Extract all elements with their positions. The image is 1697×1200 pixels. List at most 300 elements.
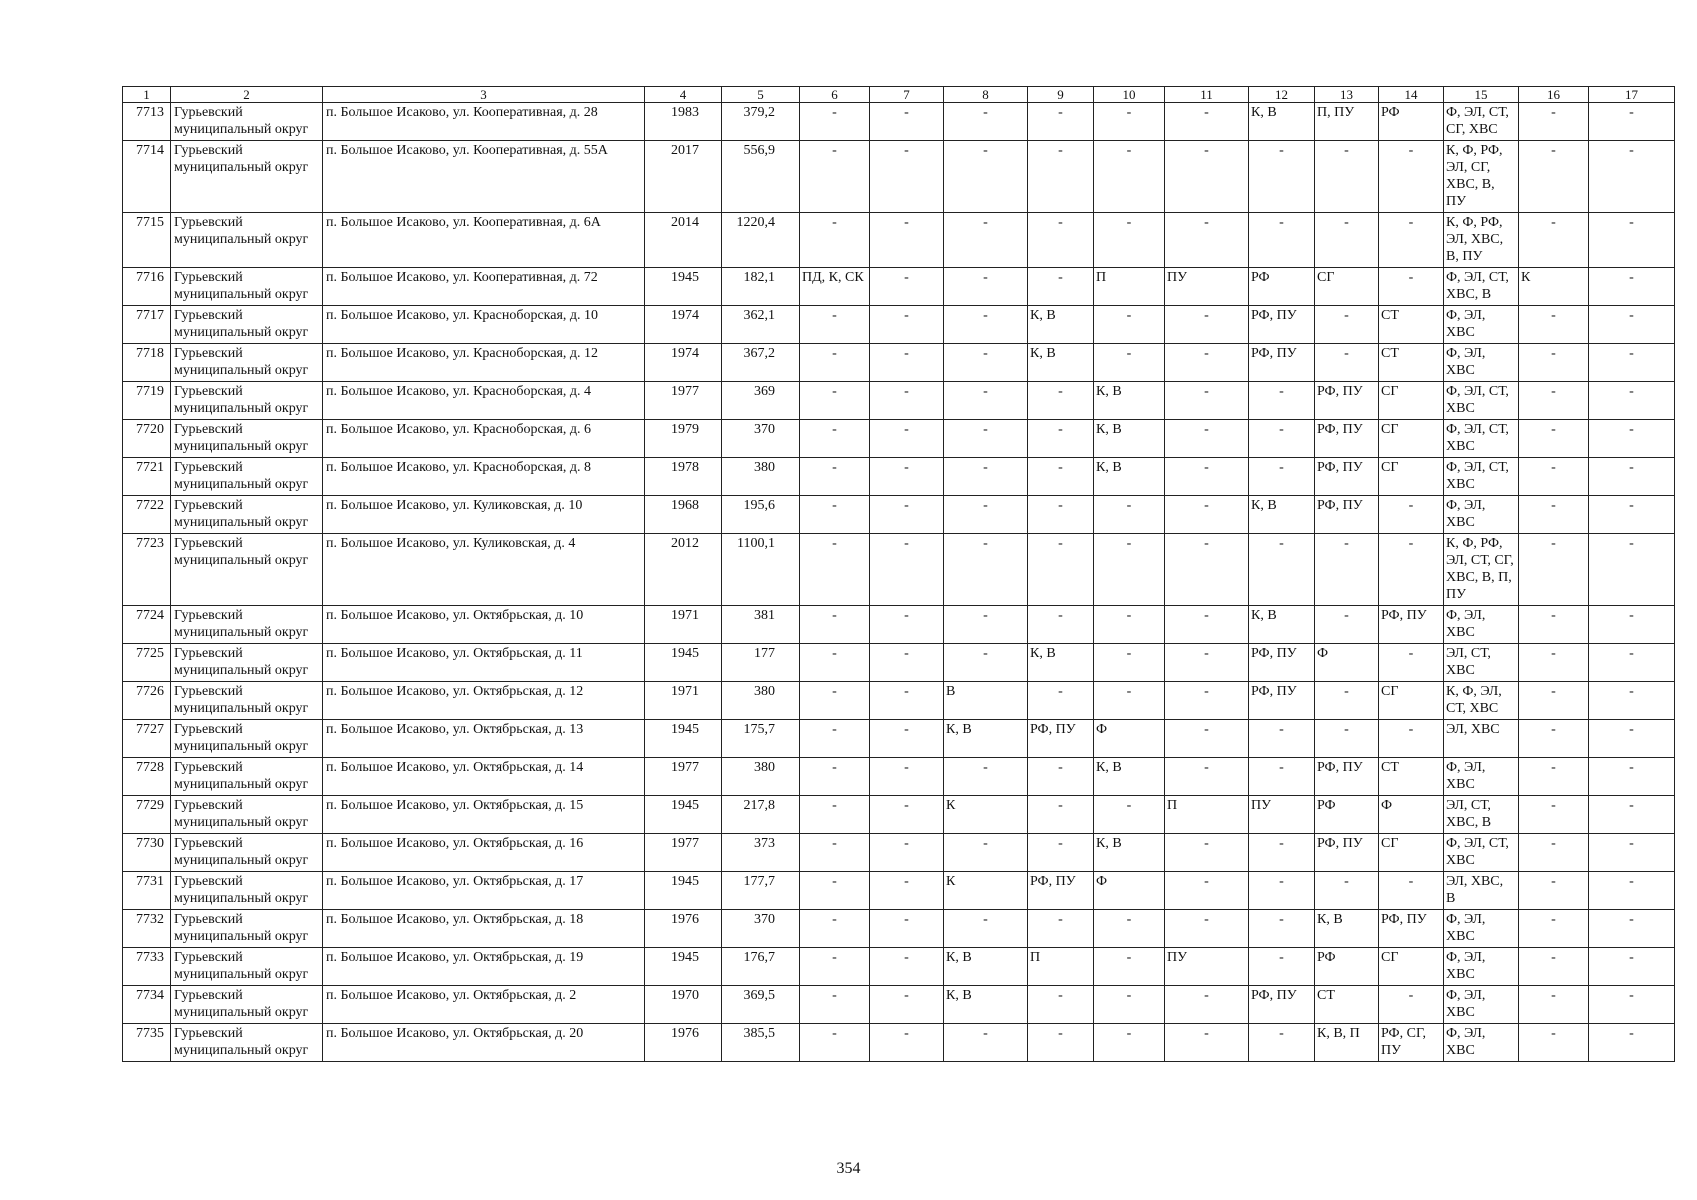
cell-col-16: - bbox=[1519, 910, 1589, 948]
cell-col-3: п. Большое Исаково, ул. Кооперативная, д. 72 bbox=[323, 268, 645, 306]
cell-col-8: - bbox=[944, 141, 1028, 213]
cell-col-5: 373 bbox=[722, 834, 800, 872]
cell-col-9: РФ, ПУ bbox=[1028, 872, 1094, 910]
table-row bbox=[123, 268, 1675, 306]
cell-col-11: - bbox=[1165, 382, 1249, 420]
cell-col-2: Гурьевский муниципальный округ bbox=[171, 103, 323, 141]
cell-col-6: - bbox=[800, 682, 870, 720]
cell-col-17: - bbox=[1589, 948, 1675, 986]
cell-col-4: 1977 bbox=[645, 382, 722, 420]
cell-col-12: - bbox=[1249, 458, 1315, 496]
cell-col-17: - bbox=[1589, 268, 1675, 306]
cell-col-4: 1945 bbox=[645, 872, 722, 910]
cell-col-3: п. Большое Исаково, ул. Октябрьская, д. 15 bbox=[323, 796, 645, 834]
cell-col-11: - bbox=[1165, 720, 1249, 758]
table-header bbox=[123, 87, 1675, 103]
cell-col-11: - bbox=[1165, 834, 1249, 872]
cell-col-4: 1970 bbox=[645, 986, 722, 1024]
cell-col-3: п. Большое Исаково, ул. Октябрьская, д. 14 bbox=[323, 758, 645, 796]
cell-col-14: РФ, СГ, ПУ bbox=[1379, 1024, 1444, 1062]
cell-col-10: П bbox=[1094, 268, 1165, 306]
cell-col-15: К, Ф, РФ, ЭЛ, ХВС, В, ПУ bbox=[1444, 213, 1519, 268]
cell-col-3: п. Большое Исаково, ул. Кооперативная, д. 6А bbox=[323, 213, 645, 268]
cell-col-10: - bbox=[1094, 606, 1165, 644]
cell-col-14: Ф bbox=[1379, 796, 1444, 834]
cell-col-12: - bbox=[1249, 834, 1315, 872]
cell-col-16: К bbox=[1519, 268, 1589, 306]
cell-col-5: 177 bbox=[722, 644, 800, 682]
cell-col-5: 177,7 bbox=[722, 872, 800, 910]
cell-col-7: - bbox=[870, 720, 944, 758]
cell-col-10: - bbox=[1094, 306, 1165, 344]
cell-col-12: К, В bbox=[1249, 496, 1315, 534]
cell-col-14: СГ bbox=[1379, 382, 1444, 420]
cell-col-9: - bbox=[1028, 796, 1094, 834]
cell-col-7: - bbox=[870, 682, 944, 720]
cell-col-8: - bbox=[944, 306, 1028, 344]
cell-col-2: Гурьевский муниципальный округ bbox=[171, 213, 323, 268]
cell-col-14: СТ bbox=[1379, 306, 1444, 344]
cell-col-10: - bbox=[1094, 644, 1165, 682]
cell-col-12: РФ, ПУ bbox=[1249, 682, 1315, 720]
cell-col-15: К, Ф, ЭЛ, СТ, ХВС bbox=[1444, 682, 1519, 720]
cell-col-16: - bbox=[1519, 682, 1589, 720]
cell-col-15: Ф, ЭЛ, СТ, ХВС, В bbox=[1444, 268, 1519, 306]
cell-col-10: - bbox=[1094, 213, 1165, 268]
cell-col-13: П, ПУ bbox=[1315, 103, 1379, 141]
cell-col-13: - bbox=[1315, 344, 1379, 382]
cell-col-4: 1945 bbox=[645, 644, 722, 682]
cell-col-6: - bbox=[800, 420, 870, 458]
cell-col-4: 1979 bbox=[645, 420, 722, 458]
cell-col-12: РФ, ПУ bbox=[1249, 344, 1315, 382]
cell-col-8: - bbox=[944, 534, 1028, 606]
cell-col-10: К, В bbox=[1094, 834, 1165, 872]
cell-col-12: К, В bbox=[1249, 103, 1315, 141]
cell-col-15: Ф, ЭЛ, СТ, ХВС bbox=[1444, 458, 1519, 496]
column-header-4: 4 bbox=[645, 87, 722, 103]
cell-col-2: Гурьевский муниципальный округ bbox=[171, 268, 323, 306]
cell-col-1: 7726 bbox=[123, 682, 171, 720]
cell-col-14: - bbox=[1379, 872, 1444, 910]
cell-col-10: - bbox=[1094, 103, 1165, 141]
cell-col-14: РФ bbox=[1379, 103, 1444, 141]
cell-col-13: СГ bbox=[1315, 268, 1379, 306]
cell-col-15: Ф, ЭЛ, ХВС bbox=[1444, 496, 1519, 534]
cell-col-16: - bbox=[1519, 796, 1589, 834]
cell-col-5: 370 bbox=[722, 420, 800, 458]
cell-col-2: Гурьевский муниципальный округ bbox=[171, 420, 323, 458]
cell-col-11: - bbox=[1165, 872, 1249, 910]
cell-col-4: 2014 bbox=[645, 213, 722, 268]
column-header-15: 15 bbox=[1444, 87, 1519, 103]
cell-col-2: Гурьевский муниципальный округ bbox=[171, 910, 323, 948]
cell-col-12: - bbox=[1249, 1024, 1315, 1062]
cell-col-13: РФ, ПУ bbox=[1315, 496, 1379, 534]
cell-col-12: РФ, ПУ bbox=[1249, 306, 1315, 344]
cell-col-11: - bbox=[1165, 103, 1249, 141]
cell-col-16: - bbox=[1519, 1024, 1589, 1062]
cell-col-4: 1971 bbox=[645, 682, 722, 720]
cell-col-6: ПД, К, СК bbox=[800, 268, 870, 306]
cell-col-2: Гурьевский муниципальный округ bbox=[171, 141, 323, 213]
cell-col-4: 1971 bbox=[645, 606, 722, 644]
cell-col-15: Ф, ЭЛ, СТ, ХВС bbox=[1444, 382, 1519, 420]
cell-col-2: Гурьевский муниципальный округ bbox=[171, 344, 323, 382]
cell-col-5: 369 bbox=[722, 382, 800, 420]
cell-col-5: 367,2 bbox=[722, 344, 800, 382]
cell-col-17: - bbox=[1589, 606, 1675, 644]
cell-col-5: 379,2 bbox=[722, 103, 800, 141]
cell-col-5: 556,9 bbox=[722, 141, 800, 213]
cell-col-7: - bbox=[870, 103, 944, 141]
cell-col-5: 369,5 bbox=[722, 986, 800, 1024]
cell-col-9: - bbox=[1028, 141, 1094, 213]
column-header-13: 13 bbox=[1315, 87, 1379, 103]
cell-col-15: Ф, ЭЛ, СТ, СГ, ХВС bbox=[1444, 103, 1519, 141]
cell-col-12: РФ bbox=[1249, 268, 1315, 306]
cell-col-1: 7734 bbox=[123, 986, 171, 1024]
cell-col-1: 7729 bbox=[123, 796, 171, 834]
cell-col-13: - bbox=[1315, 306, 1379, 344]
cell-col-11: - bbox=[1165, 758, 1249, 796]
cell-col-10: - bbox=[1094, 986, 1165, 1024]
cell-col-13: РФ, ПУ bbox=[1315, 758, 1379, 796]
cell-col-17: - bbox=[1589, 872, 1675, 910]
cell-col-9: - bbox=[1028, 382, 1094, 420]
cell-col-13: Ф bbox=[1315, 644, 1379, 682]
cell-col-2: Гурьевский муниципальный округ bbox=[171, 872, 323, 910]
cell-col-1: 7718 bbox=[123, 344, 171, 382]
registry-table bbox=[122, 86, 1675, 1062]
cell-col-1: 7714 bbox=[123, 141, 171, 213]
cell-col-8: - bbox=[944, 644, 1028, 682]
cell-col-11: - bbox=[1165, 910, 1249, 948]
cell-col-5: 176,7 bbox=[722, 948, 800, 986]
table-row bbox=[123, 382, 1675, 420]
cell-col-2: Гурьевский муниципальный округ bbox=[171, 720, 323, 758]
cell-col-14: СГ bbox=[1379, 682, 1444, 720]
cell-col-11: - bbox=[1165, 606, 1249, 644]
cell-col-9: РФ, ПУ bbox=[1028, 720, 1094, 758]
cell-col-3: п. Большое Исаково, ул. Октябрьская, д. 2 bbox=[323, 986, 645, 1024]
cell-col-10: - bbox=[1094, 796, 1165, 834]
cell-col-3: п. Большое Исаково, ул. Октябрьская, д. 17 bbox=[323, 872, 645, 910]
table-row bbox=[123, 758, 1675, 796]
cell-col-4: 1945 bbox=[645, 720, 722, 758]
table-row bbox=[123, 344, 1675, 382]
cell-col-15: Ф, ЭЛ, СТ, ХВС bbox=[1444, 420, 1519, 458]
cell-col-3: п. Большое Исаково, ул. Красноборская, д. 8 bbox=[323, 458, 645, 496]
cell-col-17: - bbox=[1589, 682, 1675, 720]
cell-col-11: - bbox=[1165, 420, 1249, 458]
cell-col-12: - bbox=[1249, 420, 1315, 458]
cell-col-9: - bbox=[1028, 834, 1094, 872]
cell-col-16: - bbox=[1519, 141, 1589, 213]
cell-col-14: СГ bbox=[1379, 420, 1444, 458]
table-row bbox=[123, 796, 1675, 834]
cell-col-16: - bbox=[1519, 758, 1589, 796]
cell-col-7: - bbox=[870, 796, 944, 834]
cell-col-8: - bbox=[944, 606, 1028, 644]
cell-col-8: В bbox=[944, 682, 1028, 720]
cell-col-9: - bbox=[1028, 606, 1094, 644]
cell-col-14: - bbox=[1379, 534, 1444, 606]
cell-col-15: Ф, ЭЛ, СТ, ХВС bbox=[1444, 834, 1519, 872]
cell-col-13: - bbox=[1315, 141, 1379, 213]
cell-col-8: К bbox=[944, 796, 1028, 834]
cell-col-16: - bbox=[1519, 872, 1589, 910]
cell-col-13: - bbox=[1315, 534, 1379, 606]
cell-col-2: Гурьевский муниципальный округ bbox=[171, 682, 323, 720]
cell-col-5: 381 bbox=[722, 606, 800, 644]
cell-col-2: Гурьевский муниципальный округ bbox=[171, 758, 323, 796]
cell-col-4: 1983 bbox=[645, 103, 722, 141]
cell-col-14: РФ, ПУ bbox=[1379, 606, 1444, 644]
cell-col-8: - bbox=[944, 382, 1028, 420]
table-row bbox=[123, 606, 1675, 644]
cell-col-9: - bbox=[1028, 103, 1094, 141]
column-header-16: 16 bbox=[1519, 87, 1589, 103]
cell-col-7: - bbox=[870, 141, 944, 213]
cell-col-9: - bbox=[1028, 458, 1094, 496]
column-header-5: 5 bbox=[722, 87, 800, 103]
cell-col-10: Ф bbox=[1094, 720, 1165, 758]
cell-col-15: Ф, ЭЛ, ХВС bbox=[1444, 758, 1519, 796]
cell-col-10: К, В bbox=[1094, 458, 1165, 496]
cell-col-3: п. Большое Исаково, ул. Куликовская, д. 4 bbox=[323, 534, 645, 606]
cell-col-13: - bbox=[1315, 213, 1379, 268]
cell-col-9: - bbox=[1028, 268, 1094, 306]
cell-col-9: - bbox=[1028, 758, 1094, 796]
cell-col-4: 2017 bbox=[645, 141, 722, 213]
cell-col-6: - bbox=[800, 458, 870, 496]
cell-col-14: - bbox=[1379, 213, 1444, 268]
cell-col-4: 1968 bbox=[645, 496, 722, 534]
cell-col-9: К, В bbox=[1028, 344, 1094, 382]
cell-col-11: - bbox=[1165, 534, 1249, 606]
cell-col-10: - bbox=[1094, 1024, 1165, 1062]
cell-col-8: - bbox=[944, 420, 1028, 458]
cell-col-1: 7723 bbox=[123, 534, 171, 606]
cell-col-11: - bbox=[1165, 213, 1249, 268]
table-row bbox=[123, 306, 1675, 344]
cell-col-4: 1945 bbox=[645, 796, 722, 834]
cell-col-6: - bbox=[800, 606, 870, 644]
cell-col-12: - bbox=[1249, 910, 1315, 948]
cell-col-15: Ф, ЭЛ, ХВС bbox=[1444, 1024, 1519, 1062]
cell-col-8: К, В bbox=[944, 720, 1028, 758]
cell-col-17: - bbox=[1589, 458, 1675, 496]
cell-col-16: - bbox=[1519, 420, 1589, 458]
cell-col-17: - bbox=[1589, 213, 1675, 268]
cell-col-9: - bbox=[1028, 986, 1094, 1024]
cell-col-6: - bbox=[800, 872, 870, 910]
cell-col-3: п. Большое Исаково, ул. Октябрьская, д. 12 bbox=[323, 682, 645, 720]
cell-col-13: - bbox=[1315, 682, 1379, 720]
cell-col-17: - bbox=[1589, 796, 1675, 834]
table-row bbox=[123, 644, 1675, 682]
cell-col-7: - bbox=[870, 213, 944, 268]
cell-col-12: ПУ bbox=[1249, 796, 1315, 834]
cell-col-10: - bbox=[1094, 682, 1165, 720]
cell-col-15: ЭЛ, СТ, ХВС bbox=[1444, 644, 1519, 682]
table-row bbox=[123, 496, 1675, 534]
cell-col-4: 1978 bbox=[645, 458, 722, 496]
cell-col-13: РФ, ПУ bbox=[1315, 420, 1379, 458]
table-row bbox=[123, 141, 1675, 213]
cell-col-16: - bbox=[1519, 834, 1589, 872]
cell-col-8: - bbox=[944, 758, 1028, 796]
cell-col-7: - bbox=[870, 834, 944, 872]
cell-col-12: - bbox=[1249, 720, 1315, 758]
cell-col-15: Ф, ЭЛ, ХВС bbox=[1444, 948, 1519, 986]
cell-col-9: П bbox=[1028, 948, 1094, 986]
cell-col-16: - bbox=[1519, 306, 1589, 344]
cell-col-1: 7728 bbox=[123, 758, 171, 796]
cell-col-14: СГ bbox=[1379, 948, 1444, 986]
cell-col-13: РФ, ПУ bbox=[1315, 834, 1379, 872]
cell-col-3: п. Большое Исаково, ул. Куликовская, д. 10 bbox=[323, 496, 645, 534]
cell-col-6: - bbox=[800, 910, 870, 948]
cell-col-7: - bbox=[870, 458, 944, 496]
cell-col-8: - bbox=[944, 344, 1028, 382]
cell-col-17: - bbox=[1589, 420, 1675, 458]
cell-col-11: - bbox=[1165, 306, 1249, 344]
cell-col-16: - bbox=[1519, 534, 1589, 606]
cell-col-15: Ф, ЭЛ, ХВС bbox=[1444, 344, 1519, 382]
cell-col-11: - bbox=[1165, 644, 1249, 682]
cell-col-17: - bbox=[1589, 758, 1675, 796]
cell-col-7: - bbox=[870, 496, 944, 534]
cell-col-5: 217,8 bbox=[722, 796, 800, 834]
cell-col-8: - bbox=[944, 268, 1028, 306]
cell-col-5: 182,1 bbox=[722, 268, 800, 306]
table-row bbox=[123, 834, 1675, 872]
cell-col-1: 7735 bbox=[123, 1024, 171, 1062]
table-row bbox=[123, 910, 1675, 948]
cell-col-7: - bbox=[870, 344, 944, 382]
cell-col-7: - bbox=[870, 948, 944, 986]
cell-col-15: Ф, ЭЛ, ХВС bbox=[1444, 986, 1519, 1024]
column-header-1: 1 bbox=[123, 87, 171, 103]
cell-col-2: Гурьевский муниципальный округ bbox=[171, 458, 323, 496]
cell-col-16: - bbox=[1519, 948, 1589, 986]
table-row bbox=[123, 720, 1675, 758]
cell-col-12: - bbox=[1249, 534, 1315, 606]
cell-col-10: К, В bbox=[1094, 382, 1165, 420]
cell-col-1: 7727 bbox=[123, 720, 171, 758]
table-row bbox=[123, 872, 1675, 910]
cell-col-11: - bbox=[1165, 458, 1249, 496]
cell-col-9: - bbox=[1028, 534, 1094, 606]
cell-col-1: 7732 bbox=[123, 910, 171, 948]
cell-col-17: - bbox=[1589, 834, 1675, 872]
cell-col-8: - bbox=[944, 834, 1028, 872]
cell-col-10: - bbox=[1094, 141, 1165, 213]
table-row bbox=[123, 1024, 1675, 1062]
cell-col-7: - bbox=[870, 534, 944, 606]
cell-col-3: п. Большое Исаково, ул. Красноборская, д. 10 bbox=[323, 306, 645, 344]
cell-col-16: - bbox=[1519, 103, 1589, 141]
cell-col-7: - bbox=[870, 872, 944, 910]
cell-col-14: - bbox=[1379, 986, 1444, 1024]
cell-col-2: Гурьевский муниципальный округ bbox=[171, 382, 323, 420]
cell-col-10: - bbox=[1094, 948, 1165, 986]
column-header-7: 7 bbox=[870, 87, 944, 103]
cell-col-12: РФ, ПУ bbox=[1249, 986, 1315, 1024]
cell-col-3: п. Большое Исаково, ул. Октябрьская, д. 19 bbox=[323, 948, 645, 986]
cell-col-11: - bbox=[1165, 141, 1249, 213]
cell-col-11: - bbox=[1165, 986, 1249, 1024]
cell-col-9: К, В bbox=[1028, 306, 1094, 344]
cell-col-6: - bbox=[800, 796, 870, 834]
cell-col-1: 7719 bbox=[123, 382, 171, 420]
cell-col-15: ЭЛ, СТ, ХВС, В bbox=[1444, 796, 1519, 834]
cell-col-7: - bbox=[870, 910, 944, 948]
column-header-8: 8 bbox=[944, 87, 1028, 103]
cell-col-14: - bbox=[1379, 720, 1444, 758]
table-row bbox=[123, 534, 1675, 606]
cell-col-17: - bbox=[1589, 1024, 1675, 1062]
cell-col-15: Ф, ЭЛ, ХВС bbox=[1444, 306, 1519, 344]
cell-col-9: - bbox=[1028, 496, 1094, 534]
cell-col-1: 7725 bbox=[123, 644, 171, 682]
cell-col-17: - bbox=[1589, 344, 1675, 382]
cell-col-14: СГ bbox=[1379, 834, 1444, 872]
cell-col-16: - bbox=[1519, 382, 1589, 420]
column-header-11: 11 bbox=[1165, 87, 1249, 103]
cell-col-5: 1220,4 bbox=[722, 213, 800, 268]
cell-col-13: - bbox=[1315, 606, 1379, 644]
cell-col-4: 1976 bbox=[645, 910, 722, 948]
cell-col-3: п. Большое Исаково, ул. Октябрьская, д. 16 bbox=[323, 834, 645, 872]
cell-col-10: - bbox=[1094, 910, 1165, 948]
cell-col-7: - bbox=[870, 306, 944, 344]
column-header-6: 6 bbox=[800, 87, 870, 103]
cell-col-4: 1945 bbox=[645, 948, 722, 986]
cell-col-3: п. Большое Исаково, ул. Октябрьская, д. 13 bbox=[323, 720, 645, 758]
cell-col-9: - bbox=[1028, 682, 1094, 720]
table-row bbox=[123, 420, 1675, 458]
cell-col-16: - bbox=[1519, 213, 1589, 268]
cell-col-10: - bbox=[1094, 534, 1165, 606]
cell-col-7: - bbox=[870, 268, 944, 306]
column-header-3: 3 bbox=[323, 87, 645, 103]
cell-col-6: - bbox=[800, 344, 870, 382]
cell-col-5: 380 bbox=[722, 458, 800, 496]
cell-col-6: - bbox=[800, 141, 870, 213]
cell-col-12: - bbox=[1249, 948, 1315, 986]
cell-col-13: СТ bbox=[1315, 986, 1379, 1024]
cell-col-11: - bbox=[1165, 682, 1249, 720]
cell-col-2: Гурьевский муниципальный округ bbox=[171, 306, 323, 344]
cell-col-17: - bbox=[1589, 534, 1675, 606]
cell-col-13: - bbox=[1315, 872, 1379, 910]
table-row bbox=[123, 682, 1675, 720]
cell-col-10: - bbox=[1094, 496, 1165, 534]
cell-col-1: 7717 bbox=[123, 306, 171, 344]
cell-col-1: 7733 bbox=[123, 948, 171, 986]
cell-col-16: - bbox=[1519, 344, 1589, 382]
cell-col-5: 362,1 bbox=[722, 306, 800, 344]
cell-col-1: 7731 bbox=[123, 872, 171, 910]
cell-col-5: 370 bbox=[722, 910, 800, 948]
cell-col-14: - bbox=[1379, 496, 1444, 534]
cell-col-2: Гурьевский муниципальный округ bbox=[171, 644, 323, 682]
cell-col-6: - bbox=[800, 986, 870, 1024]
cell-col-13: РФ, ПУ bbox=[1315, 382, 1379, 420]
